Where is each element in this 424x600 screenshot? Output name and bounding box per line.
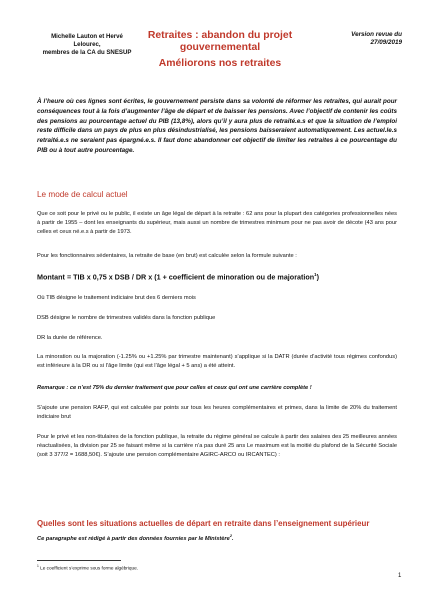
formula-text: Montant = TIB x 0,75 x DSB / DR x (1 + coefficient de minoration ou de majoration <box>37 272 315 282</box>
lead-paragraph: À l’heure où ces lignes sont écrites, le gouvernement persiste dans sa volonté de réformer les retraites, qui aurait pour conséquences tout à la fois d’augmenter l’âge de départ et de baisser les pensions. Avec l’objectif de contenir les coûts des pensions au pourcentage actuel du PIB (13,8%), alors qu’il y aura plus de retraité.e.s et que la situation de l’emploi reste difficile dans un pays de plus en plus désindustrialisé, les pensions baisseraient automatiquement. Les actuel.le.s retraité.e.s ne seraient pas épargné.e.s. Il faut donc abandonner cet objectif de limiter les retraites à ce pourcentage du PIB ou à tout autre pourcentage. <box>37 98 397 154</box>
document-title <box>145 30 295 70</box>
subtitle: Améliorons nos retraites <box>158 57 282 69</box>
authors-names: Michelle Lauton et Hervé Lelourec, <box>51 33 123 48</box>
paragraph-formule-intro: Pour les fonctionnaires sédentaires, la retraite de base (en brut) est calculée selon la formule suivante : <box>37 253 297 259</box>
section-heading-situations: Quelles sont les situations actuelles de départ en retraite dans l’enseignement supérieur <box>37 519 370 528</box>
source-note <box>37 534 234 542</box>
footnote-ref-1: 1 <box>314 272 317 277</box>
definition-tib: Où TIB désigne le traitement indiciaire brut des 6 derniers mois <box>37 295 196 301</box>
footnote-marker: 1 <box>37 564 39 568</box>
definition-dsb: DSB désigne le nombre de trimestres validés dans la fonction publique <box>37 315 216 321</box>
version-date: 27/09/2019 <box>370 39 402 47</box>
authors-affiliation: membres de la CA du SNESUP <box>42 48 132 56</box>
footnote-1 <box>37 564 138 571</box>
paragraph-minoration: La minoration ou la majoration (-1.25% ou +1.25% par trimestre maintenant) s’applique si la DATR (durée d’activité tous régimes confondus) est inférieure à la DR ou si l’âge limite (qui est l’âge légal + 5 ans) a été atteint. <box>37 354 397 369</box>
pension-formula <box>37 272 397 281</box>
authors-block <box>37 33 137 57</box>
footnote-text: Le coefficient s’exprime sous forme algébrique. <box>38 565 139 571</box>
paragraph-rafp: S’ajoute une pension RAFP, qui est calculée par points sur tous les heures complémentaires et primes, dans la limite de 20% du traitement indiciaire brut <box>37 405 397 420</box>
source-note-end: . <box>231 535 234 542</box>
formula-close: ) <box>316 272 320 282</box>
title-line-2: gouvernemental <box>179 42 261 54</box>
title-line-1: Retraites : abandon du projet <box>147 30 293 41</box>
paragraph-prive: Pour le privé et les non-titulaires de la fonction publique, la retraite du régime général se calcule à partir des salaires des 25 meilleures années réactualisées, la division par 25 se faisant même si la carrière n’a pas duré 25 ans Le maximum est la moitié du plafond de la Sécurité Sociale (soit 3 377/2 = 1688,50€). S’ajoute une pension complémentaire AGIRC-ARCO ou IRCANTEC) : <box>37 434 397 458</box>
section-heading-calcul: Le mode de calcul actuel <box>37 190 128 199</box>
footnote-ref-2: 2 <box>229 534 232 538</box>
version-note <box>322 31 402 47</box>
paragraph-age-legal: Que ce soit pour le privé ou le public, il existe un âge légal de départ à la retraite : 62 ans pour la plupart des catégories professionnelles nées à partir de 1955 – dont les enseignants du supérieur, mais aussi un nombre de trimestres minimum pour ne pas avoir de décote (43 ans pour celles et ceux né.e.s à partir de 1973. <box>37 211 397 235</box>
definition-dr: DR la durée de référence. <box>37 335 103 341</box>
version-label: Version revue du <box>351 31 402 38</box>
footnote-separator <box>37 560 121 561</box>
source-note-text: Ce paragraphe est rédigé à partir des données fournies par le Ministère <box>37 535 230 542</box>
remarque: Remarque : ce n’est 75% du dernier traitement que pour celles et ceux qui ont une carrière complète ! <box>37 385 312 391</box>
page-number: 1 <box>398 573 402 579</box>
